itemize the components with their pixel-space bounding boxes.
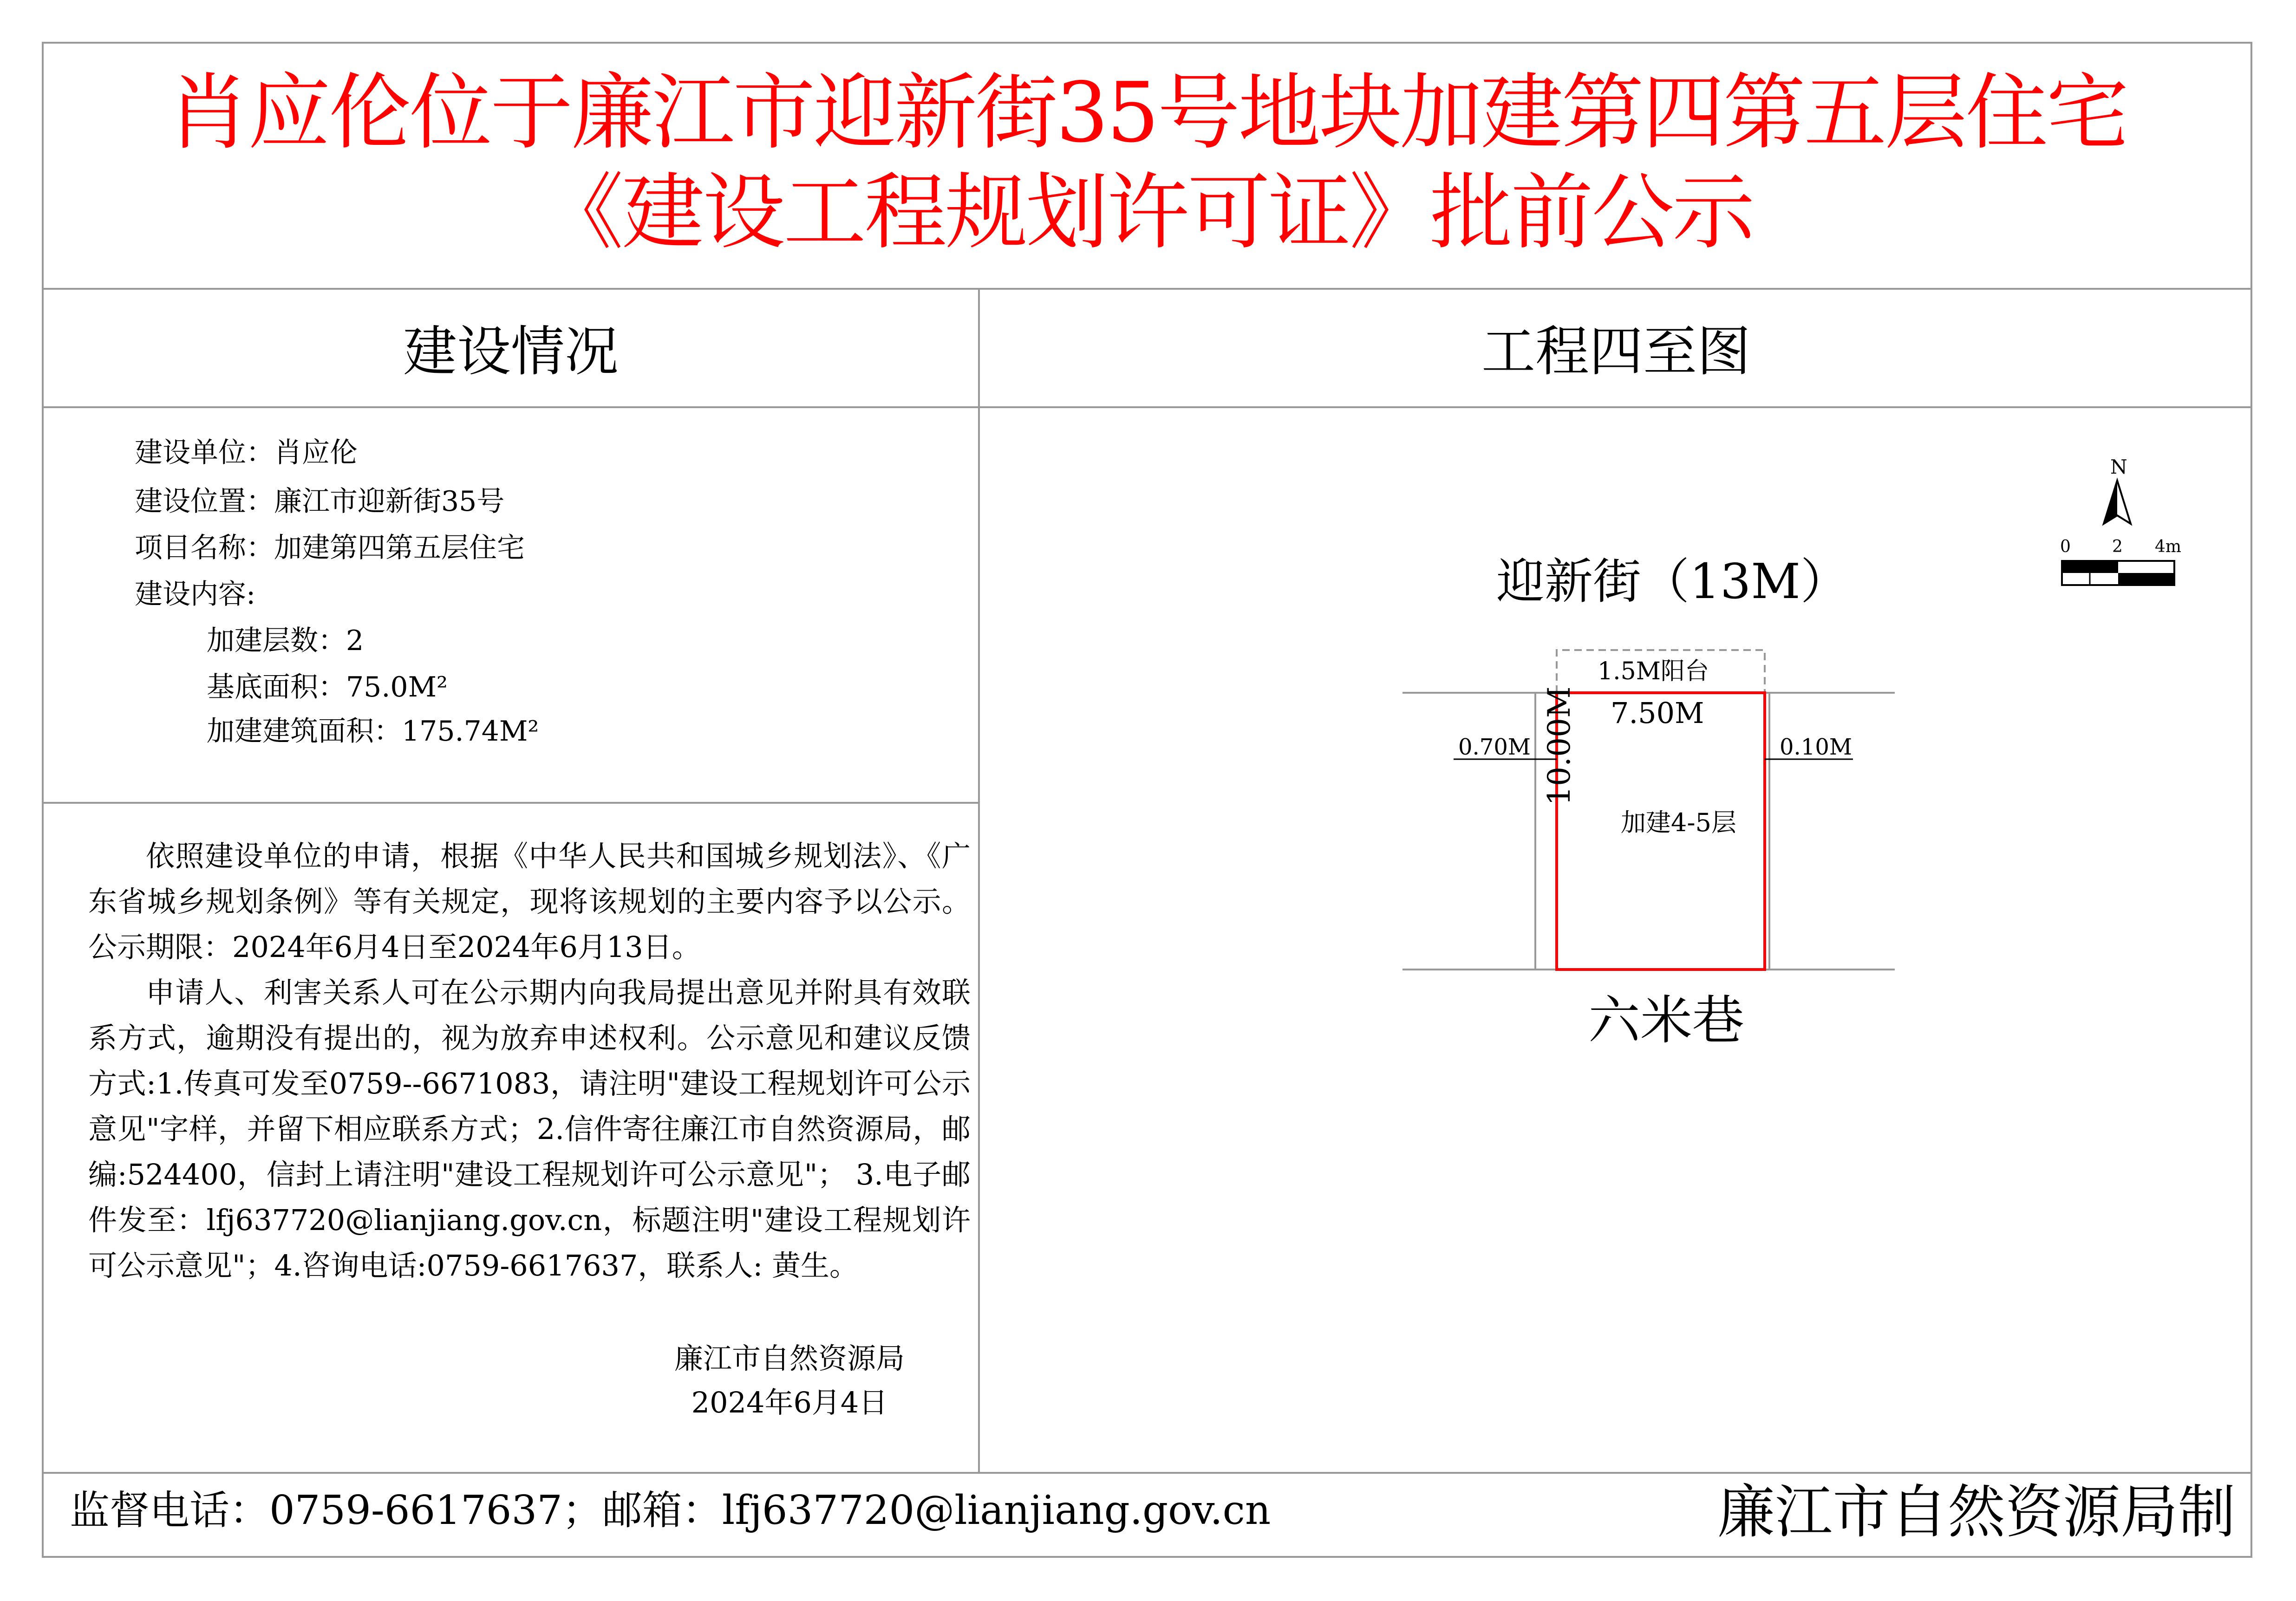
page-title-line2: 《建设工程规划许可证》批前公示: [541, 164, 1753, 260]
construction-heading: 建设情况: [403, 320, 619, 383]
footer-contact: 监督电话：0759-6617637；邮箱：lfj637720@lianjiang.gov.cn: [70, 1487, 1271, 1534]
footer-maker: 廉江市自然资源局制: [1717, 1479, 2236, 1546]
page-title-line1: 肖应伦位于廉江市迎新街35号地块加建第四第五层住宅: [167, 65, 2127, 161]
street-top-label: 迎新街（13M）: [1496, 553, 1849, 610]
north-label: N: [2110, 456, 2127, 478]
site-plan-heading: 工程四至图: [1481, 320, 1751, 383]
info-project: 项目名称：加建第四第五层住宅: [135, 532, 525, 564]
left-setback-label: 0.70M: [1458, 734, 1531, 760]
scale-label-2: 2: [2112, 537, 2123, 556]
street-bottom-label: 六米巷: [1588, 990, 1744, 1051]
signature-org: 廉江市自然资源局: [674, 1341, 905, 1375]
info-location: 建设位置：廉江市迎新街35号: [135, 485, 505, 518]
right-setback-label: 0.10M: [1780, 734, 1852, 760]
info-content-label: 建设内容:: [135, 578, 256, 611]
depth-label: 10.00M: [1541, 686, 1577, 806]
building-label: 加建4-5层: [1621, 808, 1736, 837]
notice-paragraph-2: 申请人、利害关系人可在公示期内向我局提出意见并附具有效联系方式，逾期没有提出的，视为放弃申述权利。公示意见和建议反馈方式:1.传真可发至0759--6671083，请注明"建设工程规划许可公示意见"字样，并留下相应联系方式；2.信件寄往廉江市自然资源局，邮编:524400，信封上请注明"建设工程规划许可公示意见"； 3.电子邮件发至：lfj637720@lianjiang.gov.cn，标题注明"建设工程规划许可公示意见"；4.咨询电话:0759-6617637，联系人: 黄生。: [88, 976, 971, 1282]
scale-bar-block-2: [2118, 573, 2174, 585]
width-label: 7.50M: [1611, 696, 1704, 730]
balcony-label: 1.5M阳台: [1598, 657, 1709, 685]
info-added-area: 加建建筑面积：175.74M²: [207, 715, 539, 748]
scale-label-4m: 4m: [2155, 537, 2182, 556]
info-floors: 加建层数：2: [207, 625, 364, 657]
notice-paragraph-1: 依照建设单位的申请，根据《中华人民共和国城乡规划法》、《广东省城乡规划条例》等有关规定，现将该规划的主要内容予以公示。公示期限：2024年6月4日至2024年6月13日。: [88, 839, 971, 964]
info-base-area: 基底面积：75.0M²: [207, 671, 448, 703]
scale-label-0: 0: [2060, 537, 2071, 556]
info-unit: 建设单位：肖应伦: [135, 436, 358, 469]
signature-date: 2024年6月4日: [691, 1386, 888, 1419]
